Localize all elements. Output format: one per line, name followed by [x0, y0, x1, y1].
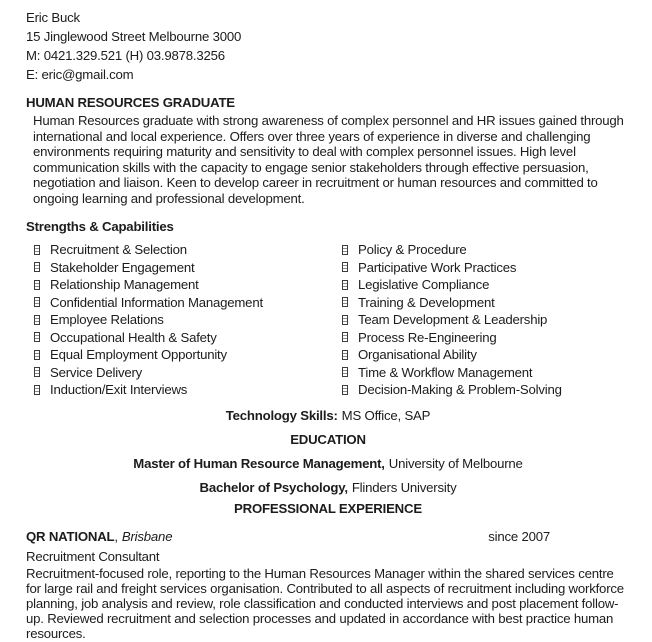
strength-item-label: Relationship Management	[50, 277, 199, 292]
missing-glyph-bullet-icon	[34, 245, 40, 255]
missing-glyph-bullet-icon	[342, 262, 348, 272]
degree-name: Master of Human Resource Management,	[133, 455, 385, 471]
missing-glyph-bullet-icon	[342, 367, 348, 377]
strength-item-label: Process Re-Engineering	[358, 329, 497, 345]
strength-item-label: Policy & Procedure	[358, 242, 467, 257]
missing-glyph-bullet-icon	[34, 297, 40, 307]
strength-item-label: Stakeholder Engagement	[50, 259, 195, 275]
strength-item-label: Service Delivery	[50, 364, 143, 380]
strength-item	[26, 364, 328, 382]
strength-item-label: Organisational Ability	[358, 347, 477, 362]
missing-glyph-bullet-icon	[342, 332, 348, 342]
strength-item	[328, 259, 630, 277]
experience-heading: PROFESSIONAL EXPERIENCE	[234, 500, 422, 516]
strength-item	[26, 259, 328, 277]
technology-skills-value: MS Office, SAP	[341, 407, 431, 423]
strength-item	[26, 241, 328, 259]
strength-item	[328, 381, 630, 399]
job-title: Recruitment Consultant	[26, 548, 160, 564]
missing-glyph-bullet-icon	[34, 332, 40, 342]
missing-glyph-bullet-icon	[342, 297, 348, 307]
strength-item-label: Equal Employment Opportunity	[50, 347, 227, 362]
strength-item	[328, 276, 630, 294]
missing-glyph-bullet-icon	[342, 280, 348, 290]
job-description: Recruitment-focused role, reporting to the Human Resources Manager within the shared services centre for large rail and freight services organisation. Contributed to all aspects of recruitment including workforce planning, job analysis and review, role classification and conducted interviews and post placement follow-up. Reviewed recruitment and selection processes and updated in accordance with best practice human resources.	[26, 565, 624, 642]
objective-heading: HUMAN RESOURCES GRADUATE	[26, 95, 235, 110]
company-name: QR NATIONAL	[26, 528, 115, 544]
objective-text: Human Resources graduate with strong awareness of complex personnel and HR issues gained through international and local experience. Offers over three years of experience in diverse and challenging environments requiring maturity and sensitivity to deal with complex personnel issues. High level communication skills with the capacity to engage senior stakeholders through effective persuasion, negotiation and liaison. Keen to develop career in recruitment or human resources and committed to ongoing learning and professional development.	[33, 113, 624, 206]
strength-item	[328, 346, 630, 364]
experience-header-row	[26, 528, 630, 545]
strength-item	[328, 241, 630, 259]
strength-item	[328, 329, 630, 347]
strength-item	[26, 311, 328, 329]
strength-item-label: Employee Relations	[50, 312, 164, 327]
experience-entry	[26, 528, 630, 642]
strength-item	[328, 294, 630, 312]
contact-email: E: eric@gmail.com	[26, 67, 134, 82]
missing-glyph-bullet-icon	[342, 315, 348, 325]
education-item	[26, 456, 630, 472]
strength-item-label: Legislative Compliance	[358, 277, 490, 292]
strength-item-label: Recruitment & Selection	[50, 242, 187, 257]
contact-block	[26, 8, 630, 84]
missing-glyph-bullet-icon	[342, 245, 348, 255]
strength-item-label: Induction/Exit Interviews	[50, 382, 188, 397]
institution-name: University of Melbourne	[388, 455, 523, 471]
strengths-heading: Strengths & Capabilities	[26, 219, 174, 234]
company-location	[26, 528, 172, 545]
contact-phone: M: 0421.329.521 (H) 03.9878.3256	[26, 48, 225, 63]
contact-name: Eric Buck	[26, 10, 80, 25]
technology-skills-line	[26, 408, 630, 424]
strength-item-label: Team Development & Leadership	[358, 312, 548, 327]
technology-skills-label: Technology Skills:	[225, 407, 338, 423]
strengths-list-left	[26, 241, 328, 399]
missing-glyph-bullet-icon	[34, 385, 40, 395]
missing-glyph-bullet-icon	[34, 350, 40, 360]
strength-item	[328, 364, 630, 382]
strength-item	[26, 381, 328, 399]
missing-glyph-bullet-icon	[34, 280, 40, 290]
strength-item-label: Confidential Information Management	[50, 294, 263, 310]
strength-item	[26, 294, 328, 312]
education-heading: EDUCATION	[290, 431, 366, 447]
strength-item-label: Participative Work Practices	[358, 259, 517, 275]
strength-item-label: Decision-Making & Problem-Solving	[358, 382, 562, 397]
degree-name: Bachelor of Psychology,	[199, 479, 348, 495]
missing-glyph-bullet-icon	[342, 385, 348, 395]
contact-address: 15 Jinglewood Street Melbourne 3000	[26, 29, 242, 44]
strength-item	[328, 311, 630, 329]
strength-item-label: Occupational Health & Safety	[50, 329, 217, 345]
strengths-columns	[26, 241, 630, 399]
strength-item	[26, 329, 328, 347]
strength-item	[26, 346, 328, 364]
company-separator: ,	[114, 528, 118, 544]
missing-glyph-bullet-icon	[342, 350, 348, 360]
company-location-name: Brisbane	[121, 528, 173, 544]
employment-period: since 2007	[488, 528, 550, 544]
strength-item-label: Training & Development	[358, 294, 495, 310]
missing-glyph-bullet-icon	[34, 262, 40, 272]
strength-item	[26, 276, 328, 294]
strengths-list-right	[328, 241, 630, 399]
missing-glyph-bullet-icon	[34, 367, 40, 377]
institution-name: Flinders University	[351, 479, 457, 495]
missing-glyph-bullet-icon	[34, 315, 40, 325]
strength-item-label: Time & Workflow Management	[358, 364, 533, 380]
education-item	[26, 480, 630, 496]
